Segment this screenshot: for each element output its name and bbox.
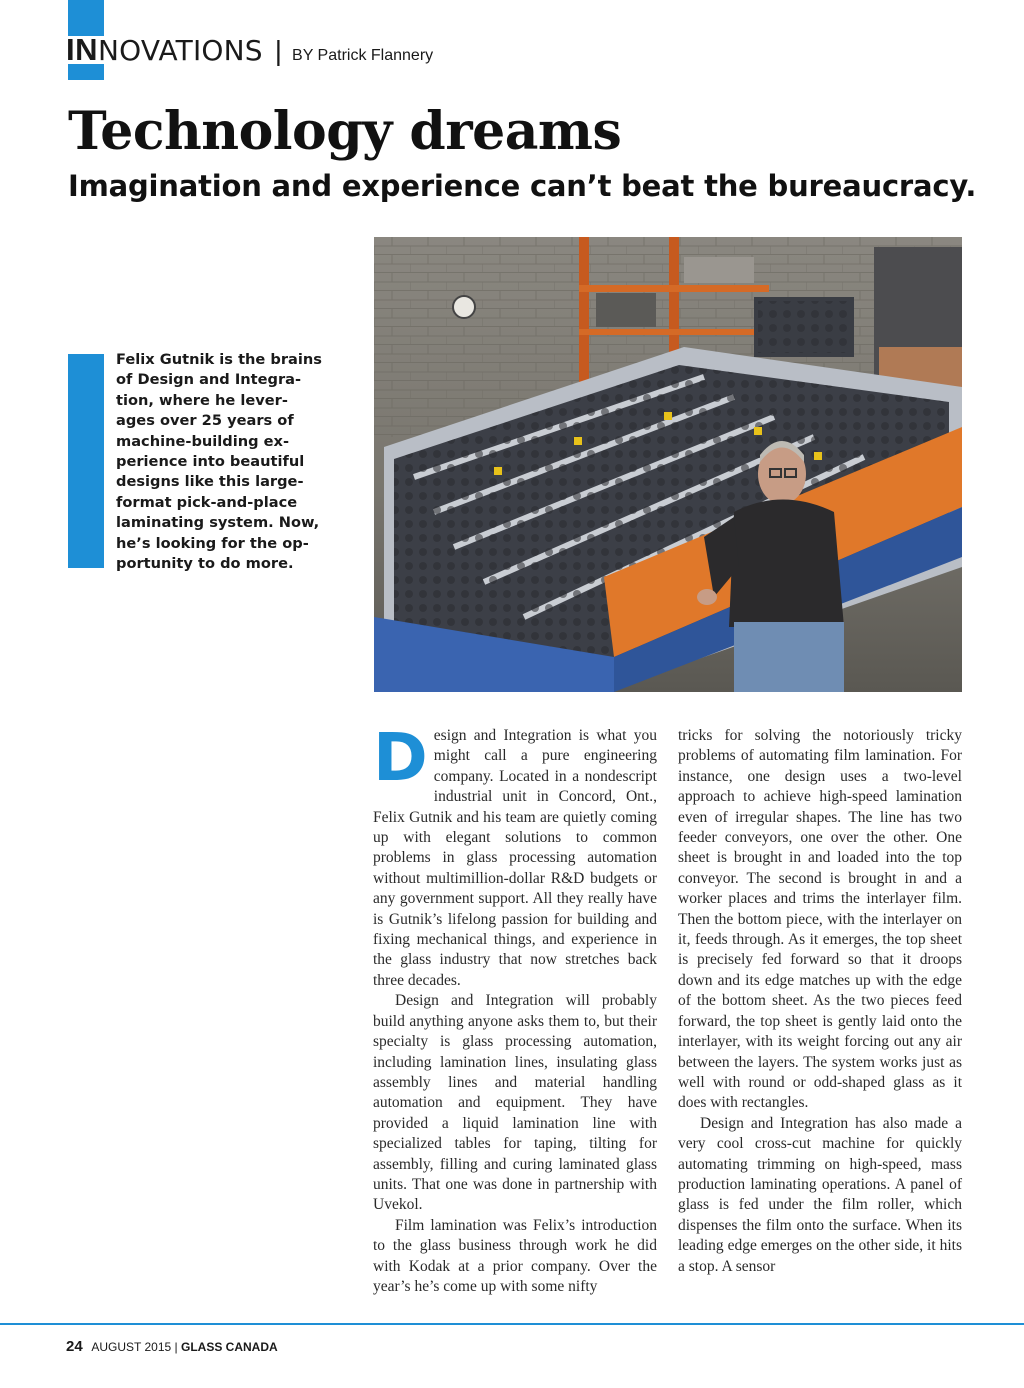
footer-rule	[0, 1323, 1024, 1325]
section-accent-tab	[68, 0, 104, 36]
article-title: Technology dreams	[68, 101, 622, 162]
caption-line: he’s looking for the op-	[116, 534, 309, 552]
caption-line: format pick-and-place	[116, 493, 298, 511]
publication-name: GLASS CANADA	[180, 1340, 278, 1354]
lead-photo	[374, 237, 962, 692]
caption-line: of Design and Integra-	[116, 371, 302, 389]
photo-caption	[116, 350, 342, 574]
caption-line: designs like this large-	[116, 473, 304, 491]
caption-line: portunity to do more.	[116, 555, 294, 573]
caption-line: tion, where he lever-	[116, 391, 288, 409]
caption-line: perience into beautiful	[116, 453, 305, 471]
caption-line: Felix Gutnik is the brains	[116, 351, 322, 368]
caption-accent-bar	[68, 354, 104, 568]
page-number: 24	[66, 1338, 83, 1355]
article-deck: Imagination and experience can’t beat the bureaucracy.	[68, 169, 977, 203]
section-header	[66, 32, 433, 72]
caption-line: ages over 25 years of	[116, 412, 294, 430]
caption-line: laminating system. Now,	[116, 514, 320, 532]
header-separator: |	[274, 35, 283, 66]
body-paragraph: Design and Integration will probably build anything anyone asks them to, but their specialty is glass processing automation, including lamination lines, insulating glass assembly lines and material handling automation and equipment. They have provided a liquid lamination line with specialized tables for taping, tilting for assembly, filling and curing laminated glass units. That one was done in partnership with Uvekol.	[373, 992, 657, 1214]
body-paragraph	[373, 719, 657, 991]
body-column-right	[678, 726, 962, 1277]
caption-line: machine-building ex-	[116, 432, 290, 450]
issue-date: AUGUST 2015 |	[91, 1340, 178, 1354]
body-paragraph: Design and Integration has also made a very cool cross-cut machine for quickly automating trimming on high-speed, mass production laminating operations. A panel of glass is fed under the film roller, which dispenses the film onto the surface. When its leading edge emerges on the other side, it hits a stop. A sensor	[678, 1114, 962, 1275]
paragraph-text: esign and Integration is what you might call a pure engineering company. Located in a nondescript industrial unit in Concord, Ont., Felix Gutnik and his team are quietly coming up with elegant solutions to common problems in glass processing automation without multimillion-dollar R&D budgets or any government support. All they really have is Gutnik’s lifelong passion for building and fixing mechanical things, and experience in the glass industry that now stretches back three decades.	[373, 727, 657, 989]
drop-cap: D	[373, 719, 428, 796]
section-label-rest: NOVATIONS	[98, 34, 263, 67]
body-column-left	[373, 719, 657, 1297]
page-footer	[66, 1338, 278, 1355]
laminating-system-photo-illustration	[374, 237, 962, 692]
section-label-bold: IN	[66, 32, 98, 67]
byline: BY Patrick Flannery	[292, 47, 434, 64]
body-paragraph: Film lamination was Felix’s introduction to the glass business through work he did with Kodak at a prior company. Over the year’s he’s come up with some nifty	[373, 1216, 657, 1295]
body-paragraph: tricks for solving the notoriously tricky problems of automating film lamination. For instance, one design uses a two-level approach to achieve high-speed lamination even of irregular shapes. The line has two feeder conveyors, one over the other. One sheet is brought in and loaded into the top conveyor. The second is brought in and a worker places and trims the interlayer film. Then the bottom piece, with the interlayer on it, feeds through. As it emerges, the top sheet is precisely fed forward so that it droops down and its edge matches up with the edge of the bottom sheet. As the two pieces feed forward, the top sheet is gently laid onto the interlayer, with its weight forcing out any air between the layers. The system works just as well with round or odd-shaped glass as it does with rectangles.	[678, 727, 962, 1112]
